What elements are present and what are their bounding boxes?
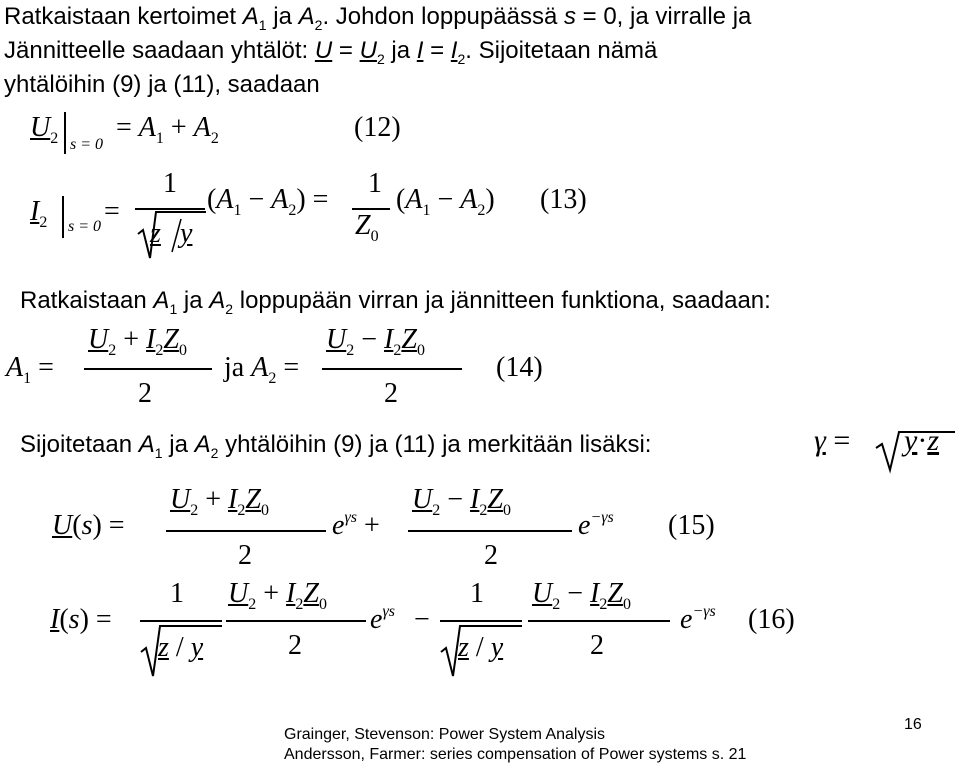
reference-2: Andersson, Farmer: series compensation of Power systems s. 21 bbox=[284, 746, 747, 763]
subscript: 0 bbox=[318, 596, 327, 613]
symbol-U: U bbox=[88, 324, 109, 355]
symbol-A: A bbox=[242, 3, 259, 30]
subscript: 0 bbox=[622, 596, 631, 613]
subscript: 2 bbox=[457, 50, 466, 67]
paren: ) bbox=[92, 510, 102, 541]
numerator: 1 bbox=[170, 578, 184, 609]
symbol-I: I bbox=[50, 604, 60, 635]
symbol-I: I bbox=[384, 324, 394, 355]
equals: = bbox=[833, 424, 851, 457]
subscript: 2 bbox=[248, 596, 257, 613]
subscript: 2 bbox=[210, 130, 219, 147]
equals: = bbox=[95, 604, 112, 635]
denominator: 2 bbox=[590, 630, 604, 661]
subscript: 2 bbox=[268, 370, 277, 387]
subscript: 1 bbox=[23, 370, 32, 387]
equation-number-12: (12) bbox=[354, 112, 401, 143]
symbol-Z: Z bbox=[245, 484, 261, 515]
subscript: 2 bbox=[155, 342, 164, 359]
subscript: 2 bbox=[393, 342, 402, 359]
eval-condition: s = 0 bbox=[70, 136, 104, 153]
body-text: loppupään virran ja jännitteen funktiona, saadaan: bbox=[239, 287, 771, 314]
subscript: 2 bbox=[479, 502, 488, 519]
subscript: 2 bbox=[477, 202, 486, 219]
minus: − bbox=[361, 324, 378, 355]
exponent: −γs bbox=[692, 603, 716, 620]
subscript: 1 bbox=[422, 202, 431, 219]
symbol-y: y bbox=[490, 632, 504, 663]
symbol-Z: Z bbox=[607, 578, 623, 609]
symbol-Z: Z bbox=[303, 578, 319, 609]
subscript: 2 bbox=[210, 444, 219, 461]
reference-1: Grainger, Stevenson: Power System Analysis bbox=[284, 726, 606, 743]
subscript: 2 bbox=[237, 502, 246, 519]
subscript: 1 bbox=[154, 444, 163, 461]
plus: + bbox=[170, 112, 187, 143]
symbol-U: U bbox=[30, 112, 51, 143]
denominator: 2 bbox=[238, 540, 252, 571]
subscript: 2 bbox=[190, 502, 199, 519]
equals: = bbox=[338, 37, 353, 64]
intro-text: ja bbox=[391, 37, 411, 64]
symbol-I: I bbox=[450, 37, 458, 64]
plus: + bbox=[123, 324, 140, 355]
symbol-y: y bbox=[180, 218, 193, 249]
intro-text: yhtälöihin (9) ja (11), saadaan bbox=[4, 71, 320, 98]
minus: − bbox=[447, 484, 464, 515]
subscript: 1 bbox=[155, 130, 164, 147]
slash-line bbox=[172, 219, 181, 252]
body-text: ja bbox=[169, 431, 188, 458]
subscript: 2 bbox=[108, 342, 117, 359]
equals: = bbox=[430, 37, 445, 64]
minus: − bbox=[567, 578, 584, 609]
exponent: γs bbox=[382, 603, 395, 620]
symbol-Z: Z bbox=[355, 210, 371, 241]
exponent: γs bbox=[344, 509, 357, 526]
symbol-I: I bbox=[146, 324, 156, 355]
intro-text: . Johdon loppupäässä bbox=[322, 3, 558, 30]
symbol-A: A bbox=[251, 352, 269, 383]
symbol-gamma: γ bbox=[814, 424, 826, 457]
numerator: 1 bbox=[368, 168, 382, 199]
slash: / bbox=[475, 632, 484, 663]
body-text: ja bbox=[183, 287, 203, 314]
symbol-Z: Z bbox=[487, 484, 503, 515]
symbol-U: U bbox=[532, 578, 553, 609]
paren: ) bbox=[485, 184, 495, 215]
denominator: 2 bbox=[288, 630, 302, 661]
subscript: 0 bbox=[260, 502, 269, 519]
equation-number-13: (13) bbox=[540, 184, 587, 215]
denominator: 2 bbox=[484, 540, 498, 571]
paren: ) bbox=[296, 184, 306, 215]
symbol-s: s bbox=[563, 3, 576, 30]
plus: + bbox=[363, 510, 380, 541]
paren: ( bbox=[396, 184, 406, 215]
subscript: 2 bbox=[376, 50, 385, 67]
subscript: 0 bbox=[178, 342, 187, 359]
symbol-A: A bbox=[138, 431, 155, 458]
minus: − bbox=[414, 604, 430, 635]
denominator: 2 bbox=[384, 378, 398, 409]
symbol-A: A bbox=[153, 287, 170, 314]
symbol-z: z bbox=[458, 632, 469, 663]
slash: / bbox=[175, 632, 184, 663]
radical-sign bbox=[876, 432, 955, 470]
symbol-I: I bbox=[228, 484, 238, 515]
subscript: 0 bbox=[416, 342, 425, 359]
symbol-Z: Z bbox=[401, 324, 417, 355]
symbol-e: e bbox=[370, 604, 383, 635]
equals: = bbox=[116, 112, 132, 143]
paren: ( bbox=[207, 184, 217, 215]
subscript: 0 bbox=[502, 502, 511, 519]
symbol-I: I bbox=[470, 484, 480, 515]
subscript: 2 bbox=[39, 214, 48, 231]
body-text: Ratkaistaan bbox=[20, 287, 147, 314]
minus: − bbox=[437, 184, 454, 215]
denominator: 2 bbox=[138, 378, 152, 409]
paren: ( bbox=[59, 604, 69, 635]
symbol-A: A bbox=[298, 3, 315, 30]
symbol-Z: Z bbox=[163, 324, 179, 355]
subscript: 2 bbox=[295, 596, 304, 613]
symbol-e: e bbox=[578, 510, 591, 541]
symbol-A: A bbox=[193, 112, 211, 143]
symbol-z: z bbox=[927, 424, 940, 457]
subscript: 1 bbox=[169, 300, 178, 317]
paren: ) bbox=[79, 604, 89, 635]
symbol-U: U bbox=[314, 37, 333, 64]
numerator: 1 bbox=[470, 578, 484, 609]
symbol-I: I bbox=[286, 578, 296, 609]
equation-number-16: (16) bbox=[748, 604, 795, 635]
symbol-y: y bbox=[190, 632, 204, 663]
symbol-U: U bbox=[170, 484, 191, 515]
symbol-A: A bbox=[216, 184, 234, 215]
radical-sign bbox=[141, 626, 222, 676]
intro-text: . Sijoitetaan nämä bbox=[465, 37, 658, 64]
minus: − bbox=[248, 184, 265, 215]
symbol-U: U bbox=[52, 510, 73, 541]
symbol-e: e bbox=[680, 604, 693, 635]
equation-number-15: (15) bbox=[668, 510, 715, 541]
equals: = bbox=[312, 184, 329, 215]
intro-text: = 0, ja virralle ja bbox=[582, 3, 752, 30]
subscript: 2 bbox=[225, 300, 234, 317]
subscript: 2 bbox=[314, 16, 323, 33]
symbol-e: e bbox=[332, 510, 345, 541]
symbol-A: A bbox=[271, 184, 289, 215]
subscript: 2 bbox=[599, 596, 608, 613]
symbol-A: A bbox=[460, 184, 478, 215]
subscript: 1 bbox=[258, 16, 267, 33]
body-text: Sijoitetaan bbox=[20, 431, 133, 458]
intro-text: Jännitteelle saadaan yhtälöt: bbox=[4, 37, 309, 64]
symbol-U: U bbox=[359, 37, 377, 64]
subscript: 0 bbox=[370, 228, 379, 245]
symbol-I: I bbox=[590, 578, 600, 609]
plus: + bbox=[205, 484, 222, 515]
ja-text: ja bbox=[224, 352, 245, 383]
equals: = bbox=[108, 510, 125, 541]
intro-text: Ratkaistaan kertoimet bbox=[4, 3, 237, 30]
subscript: 2 bbox=[552, 596, 561, 613]
symbol-I: I bbox=[416, 37, 424, 64]
symbol-s: s bbox=[81, 510, 93, 541]
subscript: 2 bbox=[346, 342, 355, 359]
equation-number-14: (14) bbox=[496, 352, 543, 383]
symbol-A: A bbox=[6, 352, 24, 383]
page-number: 16 bbox=[904, 716, 922, 733]
subscript: 1 bbox=[233, 202, 242, 219]
exponent: −γs bbox=[590, 509, 614, 526]
equals: = bbox=[104, 196, 120, 227]
symbol-I: I bbox=[30, 196, 40, 227]
symbol-U: U bbox=[412, 484, 433, 515]
symbol-A: A bbox=[138, 112, 156, 143]
dot: · bbox=[917, 424, 928, 457]
eval-condition: s = 0 bbox=[68, 218, 102, 235]
subscript: 2 bbox=[50, 130, 59, 147]
intro-text: ja bbox=[273, 3, 292, 30]
symbol-s: s bbox=[68, 604, 80, 635]
numerator: 1 bbox=[163, 168, 177, 199]
paren: ( bbox=[72, 510, 82, 541]
symbol-U: U bbox=[326, 324, 347, 355]
body-text: yhtälöihin (9) ja (11) ja merkitään lisäksi: bbox=[225, 431, 652, 458]
plus: + bbox=[263, 578, 280, 609]
subscript: 2 bbox=[288, 202, 297, 219]
symbol-A: A bbox=[194, 431, 211, 458]
radical-sign bbox=[441, 626, 522, 676]
symbol-z: z bbox=[158, 632, 169, 663]
symbol-A: A bbox=[209, 287, 226, 314]
symbol-y: y bbox=[904, 424, 918, 457]
symbol-A: A bbox=[405, 184, 423, 215]
subscript: 2 bbox=[432, 502, 441, 519]
symbol-U: U bbox=[228, 578, 249, 609]
equals: = bbox=[38, 352, 54, 383]
symbol-z: z bbox=[150, 218, 161, 249]
equals: = bbox=[283, 352, 300, 383]
